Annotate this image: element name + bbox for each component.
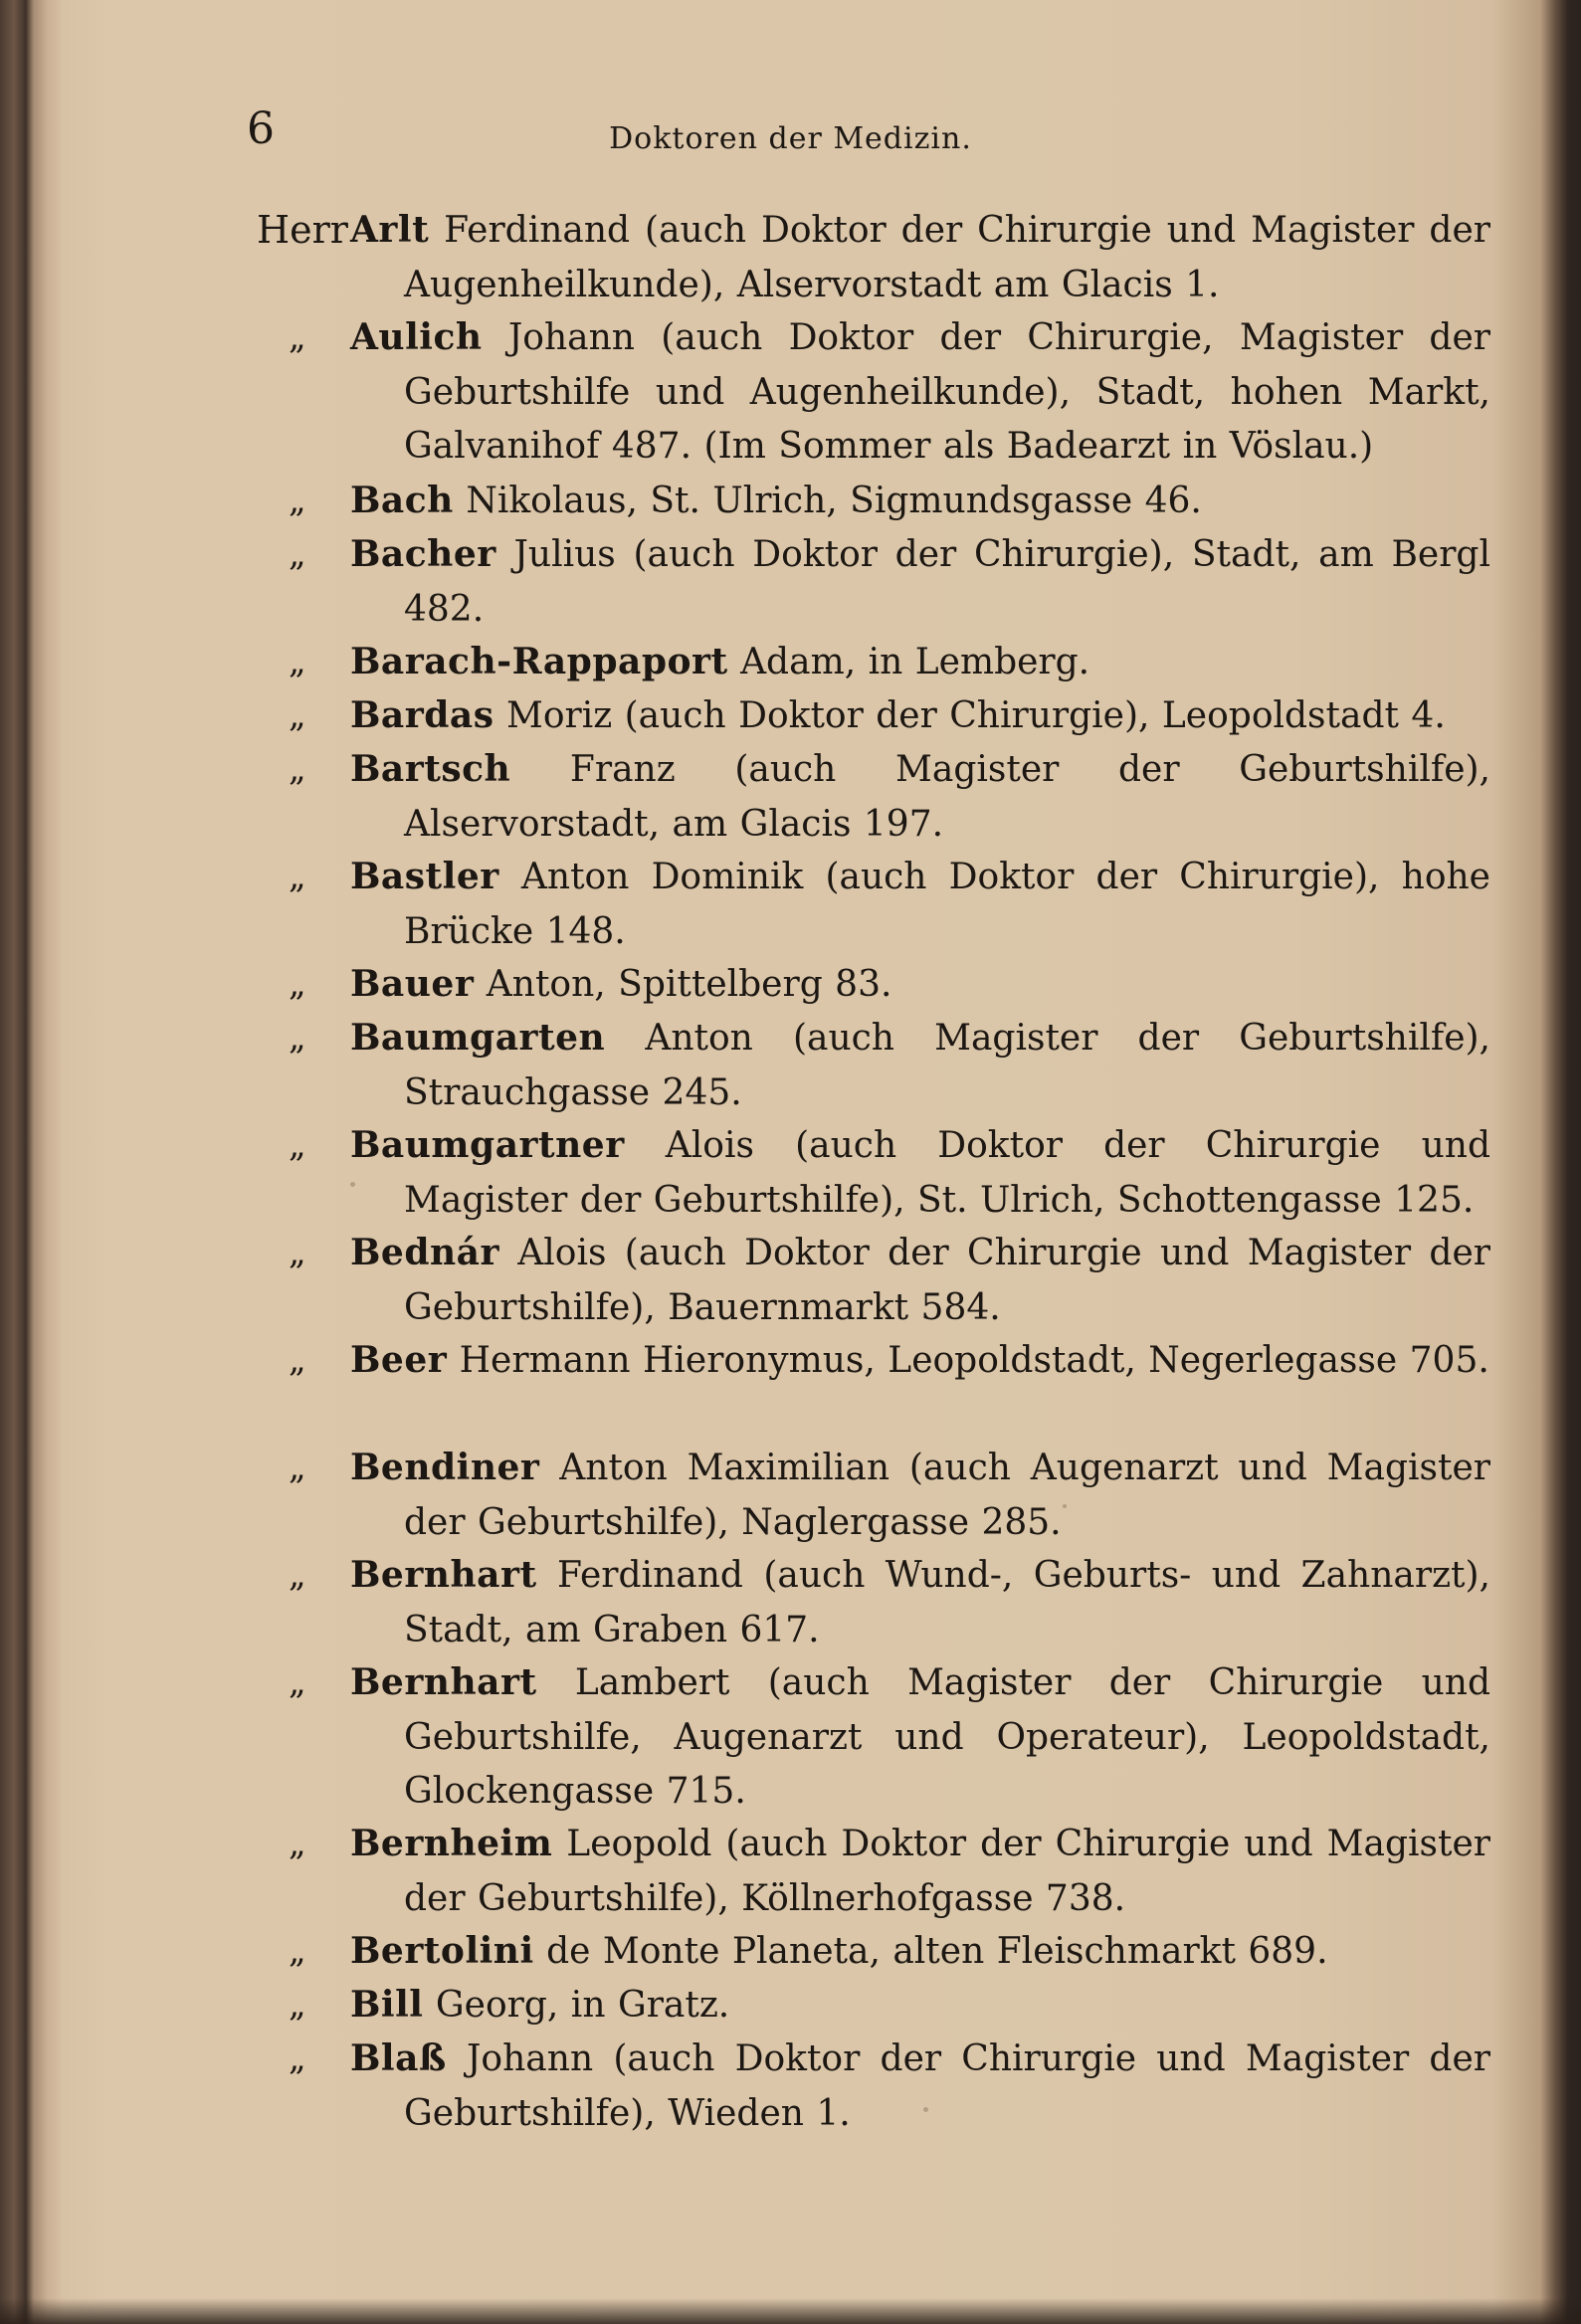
paper-speck [923,2107,928,2112]
ditto-mark: „ [289,1662,306,1702]
entry-surname: Bacher [350,533,496,575]
ditto-mark: „ [289,317,306,357]
entry-text [350,1655,1490,1820]
entry-text [350,1548,1490,1657]
entry-text [350,850,1490,959]
ditto-mark: „ [289,964,306,1004]
entry-text [350,1333,1490,1389]
entry-details: Nikolaus, St. Ulrich, Sigmundsgasse 46. [466,481,1202,521]
entry-surname: Baumgarten [350,1017,606,1059]
entry-surname: Aulich [350,316,483,358]
entry-text [350,1978,1490,2034]
entry-surname: Arlt [350,209,430,251]
page-number: 6 [247,103,275,154]
ditto-mark: „ [289,1555,306,1595]
entry-text [350,1924,1490,1980]
entry-details: Leopold (auch Doktor der Chirurgie und Magister der Geburtshilfe), Köllnerhofgasse 738. [404,1824,1490,1919]
ditto-mark: „ [289,749,306,789]
entry-details: Hermann Hieronymus, Leopoldstadt, Negerlegasse 705. [459,1340,1489,1381]
entry-text [350,957,1490,1013]
entry-text [350,310,1490,475]
entry-details: Georg, in Gratz. [435,1985,730,2026]
entry-details: Ferdinand (auch Wund-, Geburts- und Zahnarzt), Stadt, am Graben 617. [404,1555,1490,1650]
entry-details: Anton Dominik (auch Doktor der Chirurgie), hohe Brücke 148. [404,857,1490,952]
entry-text [350,1226,1490,1335]
paper-speck [1063,1504,1067,1508]
entry-surname: Bernhart [350,1661,537,1703]
entry-surname: Barach-Rappaport [350,641,728,682]
entry-surname: Blaß [350,2037,447,2079]
ditto-mark: „ [289,2038,306,2078]
ditto-mark: „ [289,1018,306,1058]
ditto-mark: „ [289,1824,306,1863]
entry-surname: Bauer [350,963,475,1005]
entry-text [350,635,1490,690]
entry-text [350,474,1490,529]
entry-details: Anton Maximilian (auch Augenarzt und Magister der Geburtshilfe), Naglergasse 285. [404,1448,1491,1543]
ditto-mark: „ [289,695,306,735]
entry-details: Alois (auch Doktor der Chirurgie und Magister der Geburtshilfe), Bauernmarkt 584. [404,1233,1490,1328]
entry-details: de Monte Planeta, alten Fleischmarkt 689. [546,1931,1328,1972]
entry-surname: Bernhart [350,1554,537,1596]
running-head: Doktoren der Medizin. [609,121,972,156]
entry-text [350,203,1490,312]
entry-surname: Beer [350,1339,448,1381]
entry-details: Alois (auch Doktor der Chirurgie und Magister der Geburtshilfe), St. Ulrich, Schottengasse 125. [404,1125,1490,1221]
entry-details: Moriz (auch Doktor der Chirurgie), Leopoldstadt 4. [505,695,1446,736]
entry-surname: Bendiner [350,1447,540,1488]
ditto-mark: „ [289,1931,306,1971]
entry-text [350,1441,1490,1550]
entry-surname: Bach [350,480,454,521]
entry-surname: Bernheim [350,1823,553,1864]
entry-surname: Bill [350,1984,424,2026]
entry-details: Anton (auch Magister der Geburtshilfe), Strauchgasse 245. [404,1018,1490,1113]
ditto-mark: „ [289,1985,306,2025]
entry-text [350,1817,1490,1926]
entry-text [350,688,1490,744]
ditto-mark: „ [289,1448,306,1487]
entry-text [350,742,1490,852]
entry-details: Ferdinand (auch Doktor der Chirurgie und Magister der Augenheilkunde), Alservorstadt am Glacis 1. [404,210,1490,305]
entry-surname: Bednár [350,1232,499,1273]
entry-surname: Bastler [350,856,499,897]
ditto-mark: „ [289,481,306,520]
ditto-mark: „ [289,1340,306,1380]
paper-speck [350,1182,355,1187]
ditto-mark: „ [289,642,306,681]
entry-text [350,1118,1490,1228]
ditto-mark: „ [289,857,306,896]
entry-details: Adam, in Lemberg. [740,642,1090,682]
entry-text [350,2032,1490,2141]
entry-prefix: Herr [257,208,348,252]
entry-details: Lambert (auch Magister der Chirurgie und Geburtshilfe, Augenarzt und Operateur), Leopoldstadt, Glockengasse 715. [404,1662,1490,1813]
entry-surname: Baumgartner [350,1124,625,1166]
entry-surname: Bertolini [350,1930,534,1972]
entry-details: Anton, Spittelberg 83. [486,964,892,1005]
entry-surname: Bartsch [350,748,511,790]
entry-text [350,1011,1490,1120]
ditto-mark: „ [289,1125,306,1165]
entry-details: Johann (auch Doktor der Chirurgie und Magister der Geburtshilfe), Wieden 1. [404,2038,1490,2134]
ditto-mark: „ [289,1233,306,1272]
ditto-mark: „ [289,534,306,574]
entry-text [350,527,1490,637]
entry-surname: Bardas [350,694,494,736]
entry-details: Franz (auch Magister der Geburtshilfe), Alservorstadt, am Glacis 197. [404,749,1490,845]
entry-details: Johann (auch Doktor der Chirurgie, Magister der Geburtshilfe und Augenheilkunde), Stadt, hohen Markt, Galvanihof 487. (Im Sommer als Badearzt in Vöslau.) [404,317,1490,468]
entry-details: Julius (auch Doktor der Chirurgie), Stadt, am Bergl 482. [404,534,1490,630]
